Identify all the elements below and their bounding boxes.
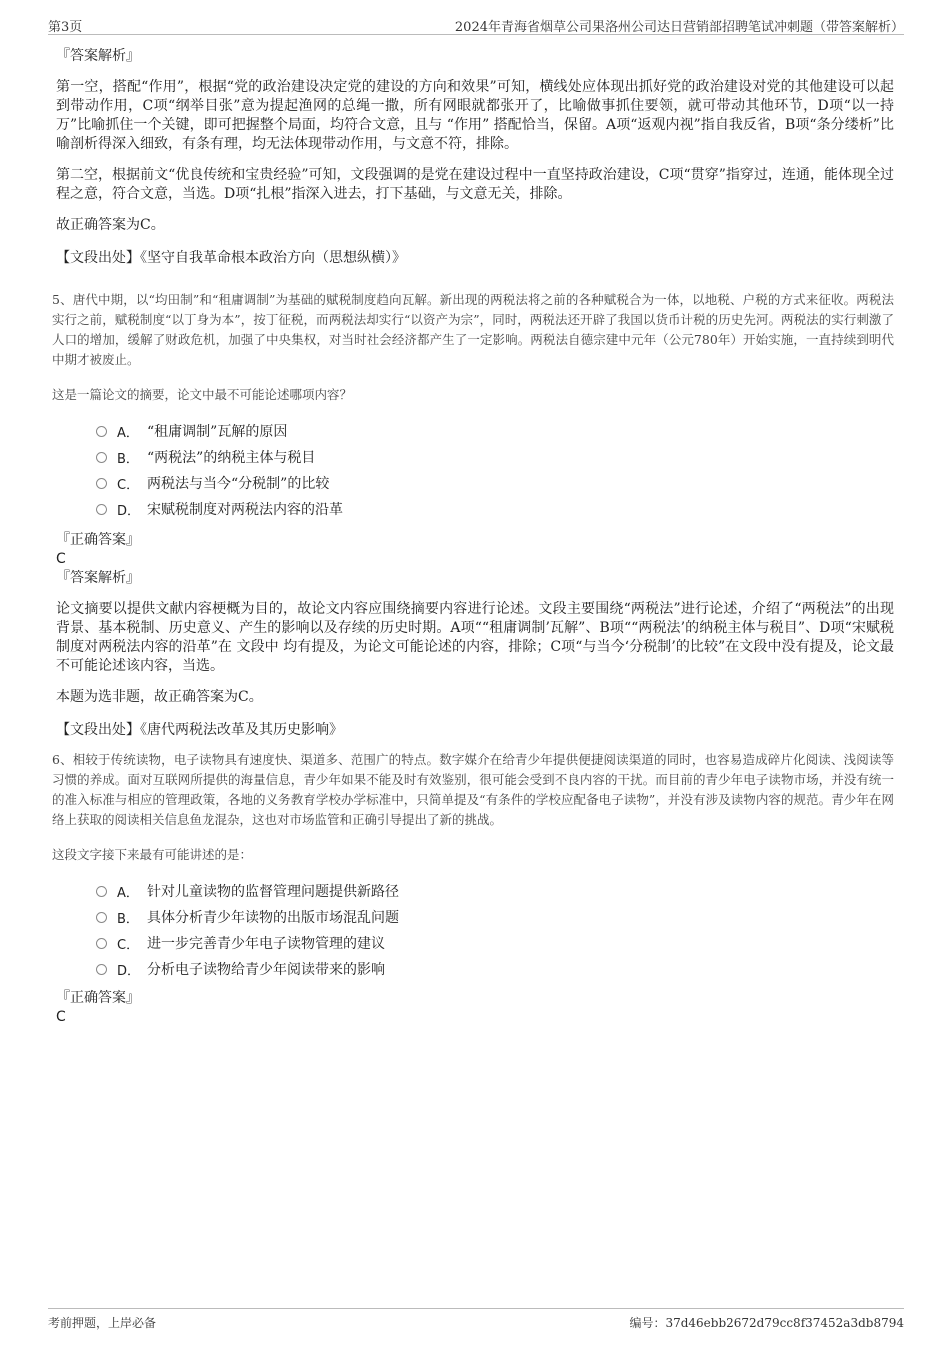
footer-slogan: 考前押题，上岸必备 [48, 1316, 157, 1330]
analysis-label: 『答案解析』 [56, 570, 140, 586]
question-6-prompt: 这段文字接下来最有可能讲述的是： [52, 847, 253, 862]
question-5-options [96, 418, 894, 522]
source-citation: 【文段出处】《唐代两税法改革及其历史影响》 [56, 722, 343, 738]
radio-icon[interactable] [96, 912, 107, 923]
question-6-text: 6、相较于传统读物，电子读物具有速度快、渠道多、范围广的特点。数字媒介在给青少年提供便捷阅读渠道的同时，也容易造成碎片化阅读、浅阅读等习惯的养成。面对互联网所提供的海量信息，青少年如果不能及时有效鉴别，很可能会受到不良内容的干扰。而目前的青少年电子读物市场，并没有统一的准入标准与相应的管理政策，各地的义务教育学校办学标准中，只简单提及“有条件的学校应配备电子读物”，并没有涉及读物内容的规范。青少年在网络上获取的阅读相关信息鱼龙混杂，这也对市场监管和正确引导提出了新的挑战。 [52, 752, 894, 827]
page-header [48, 14, 904, 35]
radio-icon[interactable] [96, 964, 107, 975]
source-citation: 【文段出处】《坚守自我革命根本政治方向（思想纵横）》 [56, 250, 406, 266]
radio-icon[interactable] [96, 478, 107, 489]
analysis-conclusion: 故正确答案为C。 [56, 217, 165, 233]
page-footer [48, 1308, 904, 1333]
option-d[interactable]: D． 宋赋税制度对两税法内容的沿革 [96, 496, 894, 522]
correct-answer-label: 『正确答案』 [56, 990, 140, 1006]
page-content [52, 46, 894, 1026]
question-6-options [96, 878, 894, 982]
radio-icon[interactable] [96, 886, 107, 897]
option-b[interactable]: B． “两税法”的纳税主体与税目 [96, 444, 894, 470]
option-c[interactable]: C． 两税法与当今“分税制”的比较 [96, 470, 894, 496]
radio-icon[interactable] [96, 426, 107, 437]
radio-icon[interactable] [96, 452, 107, 463]
analysis-conclusion: 本题为选非题，故正确答案为C。 [56, 689, 263, 705]
correct-answer: C [56, 551, 66, 567]
question-5-text: 5、唐代中期，以“均田制”和“租庸调制”为基础的赋税制度趋向瓦解。新出现的两税法将之前的各种赋税合为一体，以地税、户税的方式来征收。两税法实行之前，赋税制度“以丁身为本”，按丁征税，而两税法却实行“以资产为宗”，同时，两税法还开辟了我国以货币计税的历史先河。两税法的实行刺激了人口的增加，缓解了财政危机，加强了中央集权，对当时社会经济都产生了一定影响。两税法自德宗建中元年（公元780年）开始实施，一直持续到明代中期才被废止。 [52, 292, 894, 367]
correct-answer: C [56, 1009, 66, 1025]
option-c[interactable]: C． 进一步完善青少年电子读物管理的建议 [96, 930, 894, 956]
document-title: 2024年青海省烟草公司果洛州公司达日营销部招聘笔试冲刺题（带答案解析） [454, 20, 904, 35]
document-id: 编号：37d46ebb2672d79cc8f37452a3db8794 [629, 1316, 904, 1330]
option-a[interactable]: A． “租庸调制”瓦解的原因 [96, 418, 894, 444]
analysis-paragraph: 论文摘要以提供文献内容梗概为目的，故论文内容应围绕摘要内容进行论述。文段主要围绕“两税法”进行论述，介绍了“两税法”的出现背景、基本税制、历史意义、产生的影响以及存续的历史时期。A项““租庸调制’瓦解”、B项““两税法’的纳税主体与税目”、D项“宋赋税制度对两税法内容的沿革”在 文段中 均有提及，为论文可能论述的内容，排除；C项“与当今‘分税制’的比较”在文段中没有提及，论文最不可能论述该内容，当选。 [56, 601, 894, 674]
question-5-prompt: 这是一篇论文的摘要，论文中最不可能论述哪项内容？ [52, 387, 353, 402]
option-b[interactable]: B． 具体分析青少年读物的出版市场混乱问题 [96, 904, 894, 930]
analysis-paragraph: 第二空，根据前文“优良传统和宝贵经验”可知，文段强调的是党在建设过程中一直坚持政治建设，C项“贯穿”指穿过，连通，能体现全过程之意，符合文意，当选。D项“扎根”指深入进去，打下基础，与文意无关，排除。 [56, 167, 894, 202]
radio-icon[interactable] [96, 504, 107, 515]
analysis-label: 『答案解析』 [56, 48, 140, 64]
correct-answer-label: 『正确答案』 [56, 532, 140, 548]
page-number: 第3页 [48, 20, 83, 35]
option-a[interactable]: A． 针对儿童读物的监督管理问题提供新路径 [96, 878, 894, 904]
radio-icon[interactable] [96, 938, 107, 949]
option-d[interactable]: D． 分析电子读物给青少年阅读带来的影响 [96, 956, 894, 982]
analysis-paragraph: 第一空，搭配“作用”，根据“党的政治建设决定党的建设的方向和效果”可知，横线处应体现出抓好党的政治建设对党的其他建设可以起到带动作用，C项“纲举目张”意为提起渔网的总绳一撒，所有网眼就都张开了，比喻做事抓住要领，就可带动其他环节，D项“以一持万”比喻抓住一个关键，即可把握整个局面，均符合文意，且与 “作用” 搭配恰当，保留。A项“返观内视”指自我反省，B项“条分缕析”比喻剖析得深入细致，有条有理，均无法体现带动作用，与文意不符，排除。 [56, 79, 894, 152]
